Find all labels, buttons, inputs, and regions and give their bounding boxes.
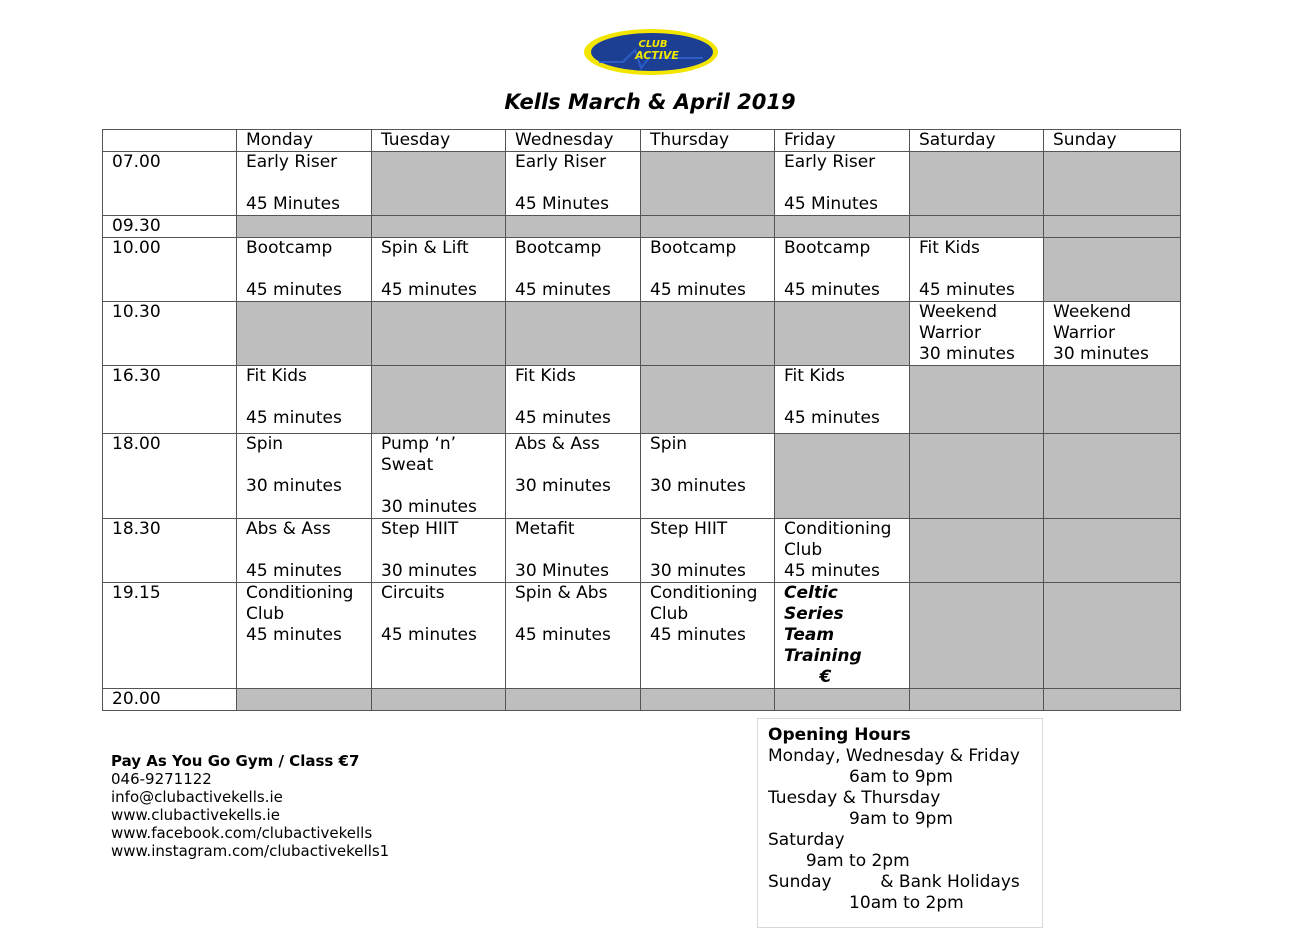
class-text: Fit Kids [246,366,307,386]
class-cell [775,519,910,583]
header-cell-blank [103,130,237,152]
empty-slot [1044,152,1181,216]
class-text: Bootcamp [246,238,333,258]
day-header: Sunday [1044,130,1181,152]
class-cell [506,519,641,583]
class-cell [506,434,641,519]
club-active-logo [583,28,719,76]
time-row [103,689,1181,711]
class-text: 45 Minutes [246,194,340,214]
empty-slot [1044,238,1181,302]
class-text: 30 minutes [650,476,746,496]
class-text: Weekend [919,302,997,322]
class-cell [910,238,1044,302]
class-text: 45 minutes [246,561,342,581]
day-header: Wednesday [506,130,641,152]
class-text: Bootcamp [784,238,871,258]
class-text: 45 minutes [515,408,611,428]
empty-slot [910,216,1044,238]
class-text [650,259,774,280]
class-cell [775,152,910,216]
email-address: info@clubactivekells.ie [111,788,283,806]
class-text: 45 minutes [784,280,880,300]
day-header: Friday [775,130,910,152]
empty-slot [641,366,775,434]
website-url: www.clubactivekells.ie [111,806,280,824]
class-text: 45 Minutes [784,194,878,214]
empty-slot [1044,434,1181,519]
class-text: 45 minutes [381,625,477,645]
empty-slot [1044,366,1181,434]
time-cell: 07.00 [103,152,237,216]
class-text [246,387,371,408]
class-text: 30 minutes [515,476,611,496]
time-row [103,519,1181,583]
class-cell [237,519,372,583]
class-text: Bootcamp [515,238,602,258]
class-text: Fit Kids [919,238,980,258]
empty-slot [910,152,1044,216]
class-text: Early Riser [515,152,607,172]
class-text: 45 minutes [246,625,342,645]
time-row [103,583,1181,689]
class-text: 30 minutes [650,561,746,581]
empty-slot [910,519,1044,583]
class-text [515,259,640,280]
day-header: Saturday [910,130,1044,152]
time-cell: 10.00 [103,238,237,302]
class-cell [775,583,910,689]
class-cell [372,238,506,302]
class-text: Bootcamp [650,238,737,258]
class-cell [910,302,1044,366]
class-cell [237,366,372,434]
opening-hours-line: 6am to 9pm [768,767,953,787]
time-cell: 09.30 [103,216,237,238]
class-cell [237,152,372,216]
class-text: 30 minutes [1053,344,1149,364]
empty-slot [1044,216,1181,238]
class-text: Training [784,646,862,666]
class-text [650,455,774,476]
class-text [784,173,909,194]
class-text: 45 minutes [784,408,880,428]
class-text [246,540,371,561]
empty-slot [237,302,372,366]
class-text: Spin & Abs [515,583,608,603]
class-text: Early Riser [246,152,338,172]
class-timetable [102,129,1181,711]
empty-slot [775,302,910,366]
class-text: Fit Kids [784,366,845,386]
class-text [381,604,505,625]
day-header: Thursday [641,130,775,152]
class-cell [237,583,372,689]
class-text: Club [784,540,823,560]
class-text [784,259,909,280]
time-row [103,366,1181,434]
class-text [919,259,1043,280]
class-text: 30 minutes [919,344,1015,364]
class-text: Circuits [381,583,445,603]
class-cell [641,519,775,583]
empty-slot [372,216,506,238]
class-text: Spin [650,434,688,454]
class-text: Club [246,604,285,624]
class-text: € [784,667,832,687]
time-row [103,152,1181,216]
empty-slot [1044,519,1181,583]
class-text [650,540,774,561]
class-cell [506,152,641,216]
class-text: 45 minutes [246,408,342,428]
class-text: Series [784,604,844,624]
class-text: Abs & Ass [246,519,331,539]
class-text [246,173,371,194]
class-text: 45 minutes [650,625,746,645]
class-text: Warrior [1053,323,1115,343]
class-text: 30 Minutes [515,561,609,581]
day-header: Tuesday [372,130,506,152]
class-text: Abs & Ass [515,434,600,454]
empty-slot [775,216,910,238]
class-text [515,387,640,408]
opening-hours-line: 10am to 2pm [768,893,964,913]
class-text: 30 minutes [381,561,477,581]
time-cell: 20.00 [103,689,237,711]
class-text: Pump ‘n’ [381,434,457,454]
empty-slot [372,302,506,366]
class-text: 45 minutes [246,280,342,300]
empty-slot [641,152,775,216]
class-text: Sweat [381,455,434,475]
class-text: Club [650,604,689,624]
time-row [103,216,1181,238]
class-text: Celtic [784,583,838,603]
header-row [103,130,1181,152]
class-text: Metafit [515,519,575,539]
time-row [103,302,1181,366]
class-text [246,455,371,476]
class-text: 45 minutes [381,280,477,300]
class-text: 45 minutes [919,280,1015,300]
class-text: Conditioning [650,583,758,603]
class-cell [372,434,506,519]
empty-slot [506,302,641,366]
class-text: Weekend [1053,302,1131,322]
class-text: Conditioning [784,519,892,539]
class-text [515,540,640,561]
empty-slot [641,216,775,238]
phone-number: 046-9271122 [111,770,212,788]
class-text [381,476,505,497]
class-text [515,455,640,476]
empty-slot [775,689,910,711]
day-header: Monday [237,130,372,152]
opening-hours-heading: Opening Hours [768,725,911,745]
empty-slot [237,216,372,238]
time-cell: 19.15 [103,583,237,689]
empty-slot [910,689,1044,711]
class-text [381,259,505,280]
contact-info [111,752,389,860]
time-cell: 18.30 [103,519,237,583]
class-cell [641,434,775,519]
class-text: Fit Kids [515,366,576,386]
empty-slot [641,689,775,711]
instagram-url: www.instagram.com/clubactivekells1 [111,842,390,860]
opening-hours-line: 9am to 9pm [768,809,953,829]
class-cell [506,238,641,302]
empty-slot [641,302,775,366]
class-text [381,540,505,561]
class-text: Early Riser [784,152,876,172]
class-text: Team [784,625,835,645]
empty-slot [372,152,506,216]
class-cell [1044,302,1181,366]
empty-slot [372,689,506,711]
class-text: Step HIIT [650,519,728,539]
class-text [784,387,909,408]
class-text: 30 minutes [381,497,477,517]
class-cell [237,434,372,519]
logo-text-1: CLUB [638,39,668,50]
pricing-text: Pay As You Go Gym / Class €7 [111,752,360,770]
empty-slot [1044,583,1181,689]
class-cell [775,366,910,434]
class-text: 45 minutes [515,625,611,645]
time-cell: 18.00 [103,434,237,519]
opening-hours-line: Monday, Wednesday & Friday [768,746,1020,766]
empty-slot [506,689,641,711]
class-cell [506,583,641,689]
class-text: Warrior [919,323,981,343]
empty-slot [372,366,506,434]
class-cell [641,583,775,689]
class-text: 45 minutes [784,561,880,581]
class-cell [237,238,372,302]
page-title: Kells March & April 2019 [504,90,796,114]
opening-hours-line: Saturday [768,830,845,850]
opening-hours-line: Tuesday & Thursday [768,788,941,808]
time-row [103,238,1181,302]
class-text [246,259,371,280]
empty-slot [910,434,1044,519]
class-text: 45 minutes [650,280,746,300]
opening-hours-line: Sunday & Bank Holidays [768,872,1020,892]
empty-slot [1044,689,1181,711]
time-row [103,434,1181,519]
class-text: Conditioning [246,583,354,603]
class-text: Spin [246,434,284,454]
class-text: Spin & Lift [381,238,469,258]
opening-hours-line: 9am to 2pm [768,851,910,871]
facebook-url: www.facebook.com/clubactivekells [111,824,373,842]
time-cell: 16.30 [103,366,237,434]
class-text: 30 minutes [246,476,342,496]
class-text: Step HIIT [381,519,459,539]
empty-slot [506,216,641,238]
time-cell: 10.30 [103,302,237,366]
class-text [515,173,640,194]
class-text [515,604,640,625]
class-text: 45 Minutes [515,194,609,214]
class-text: 45 minutes [515,280,611,300]
class-cell [372,519,506,583]
class-cell [641,238,775,302]
class-cell [506,366,641,434]
empty-slot [910,583,1044,689]
empty-slot [237,689,372,711]
empty-slot [910,366,1044,434]
class-cell [372,583,506,689]
opening-hours-box [757,718,1043,928]
class-cell [775,238,910,302]
empty-slot [775,434,910,519]
logo-text-2: ACTIVE [635,49,679,62]
